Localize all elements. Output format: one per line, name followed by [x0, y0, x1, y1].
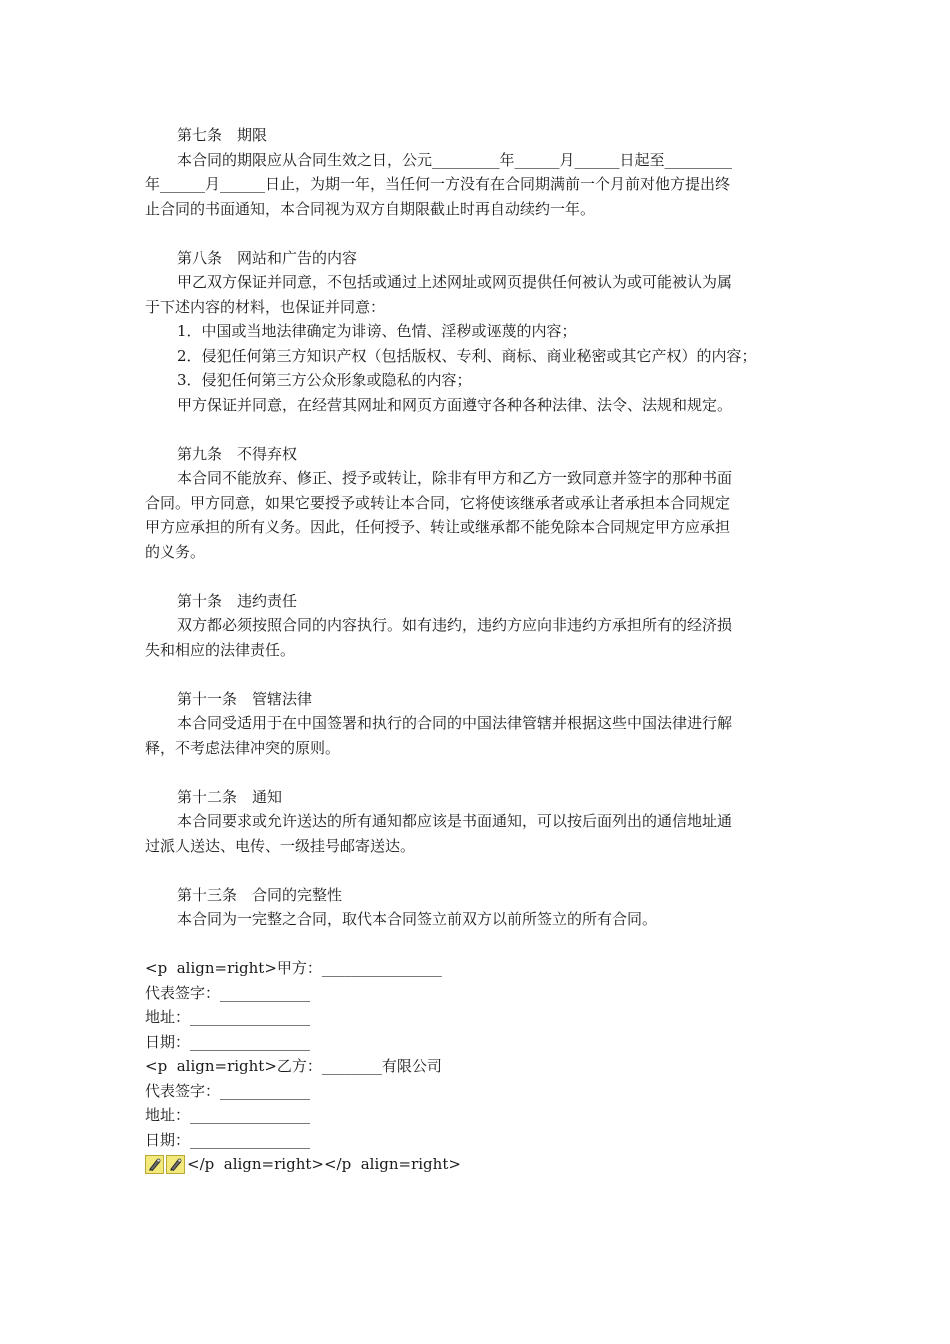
article-12-heading: 第十二条 通知	[177, 787, 283, 806]
article-8-line: 甲方保证并同意，在经营其网址和网页方面遵守各种各种法律、法令、法规和规定。	[177, 395, 733, 414]
article-9-heading: 第九条 不得弃权	[177, 444, 298, 463]
article-9-line: 本合同不能放弃、修正、授予或转让，除非有甲方和乙方一致同意并签字的那种书面	[177, 469, 733, 487]
signature-block	[145, 956, 815, 1177]
article-9-line: 甲方应承担的所有义务。因此，任何授予、转让或继承都不能免除本合同规定甲方应承担	[145, 518, 731, 536]
party-a-address: 地址：________________	[145, 1008, 311, 1026]
article-12-line: 过派人送达、电传、一级挂号邮寄送达。	[145, 836, 416, 855]
party-b-label: <p align=right>乙方：________有限公司	[145, 1057, 442, 1075]
article-13	[145, 883, 815, 932]
article-10-heading: 第十条 违约责任	[177, 591, 298, 610]
article-8-line: 甲乙双方保证并同意，不包括或通过上述网址或网页提供任何被认为或可能被认为属	[177, 273, 733, 291]
footer-line	[145, 1152, 815, 1177]
edit-icon[interactable]	[145, 1155, 164, 1174]
article-11-line: 本合同受适用于在中国签署和执行的合同的中国法律管辖并根据这些中国法律进行解	[177, 714, 733, 732]
footer-text: </p align=right></p align=right>	[187, 1155, 461, 1173]
party-a-date: 日期：________________	[145, 1032, 311, 1051]
article-7-line: 年______月______日止，为期一年，当任何一方没有在合同期满前一个月前对他方提出终	[145, 175, 731, 193]
article-7-line: 本合同的期限应从合同生效之日，公元_________年______月______日起至_________	[177, 150, 733, 169]
article-13-heading: 第十三条 合同的完整性	[177, 885, 343, 904]
party-b-date: 日期：________________	[145, 1130, 311, 1149]
article-8-line: 于下述内容的材料，也保证并同意：	[145, 297, 386, 316]
article-9	[145, 442, 815, 565]
article-9-line: 合同。甲方同意，如果它要授予或转让本合同，它将使该继承者或承让者承担本合同规定	[145, 493, 731, 512]
party-a-representative: 代表签字：____________	[145, 983, 311, 1002]
article-8-item: 1．中国或当地法律确定为诽谤、色情、淫秽或诬蔑的内容；	[177, 322, 577, 340]
article-8-item: 3．侵犯任何第三方公众形象或隐私的内容；	[177, 371, 472, 389]
article-8-item: 2．侵犯任何第三方知识产权（包括版权、专利、商标、商业秘密或其它产权）的内容；	[177, 346, 757, 365]
article-11	[145, 687, 815, 761]
article-10-line: 双方都必须按照合同的内容执行。如有违约，违约方应向非违约方承担所有的经济损	[177, 616, 733, 634]
party-b-representative: 代表签字：____________	[145, 1081, 311, 1100]
contract-page	[145, 123, 815, 1177]
article-10-line: 失和相应的法律责任。	[145, 640, 296, 659]
article-10	[145, 589, 815, 663]
article-8-heading: 第八条 网站和广告的内容	[177, 248, 358, 267]
article-12-line: 本合同要求或允许送达的所有通知都应该是书面通知，可以按后面列出的通信地址通	[177, 812, 733, 830]
article-9-line: 的义务。	[145, 542, 206, 561]
article-8	[145, 246, 815, 418]
party-a-label: <p align=right>甲方：________________	[145, 959, 442, 977]
article-7-line: 止合同的书面通知，本合同视为双方自期限截止时再自动续约一年。	[145, 199, 596, 218]
article-7	[145, 123, 815, 221]
article-7-heading: 第七条 期限	[177, 126, 268, 144]
article-11-heading: 第十一条 管辖法律	[177, 689, 313, 708]
edit-icon[interactable]	[166, 1155, 185, 1174]
article-11-line: 释，不考虑法律冲突的原则。	[145, 738, 341, 757]
article-13-line: 本合同为一完整之合同，取代本合同签立前双方以前所签立的所有合同。	[177, 910, 658, 928]
article-12	[145, 785, 815, 859]
party-b-address: 地址：________________	[145, 1106, 311, 1124]
